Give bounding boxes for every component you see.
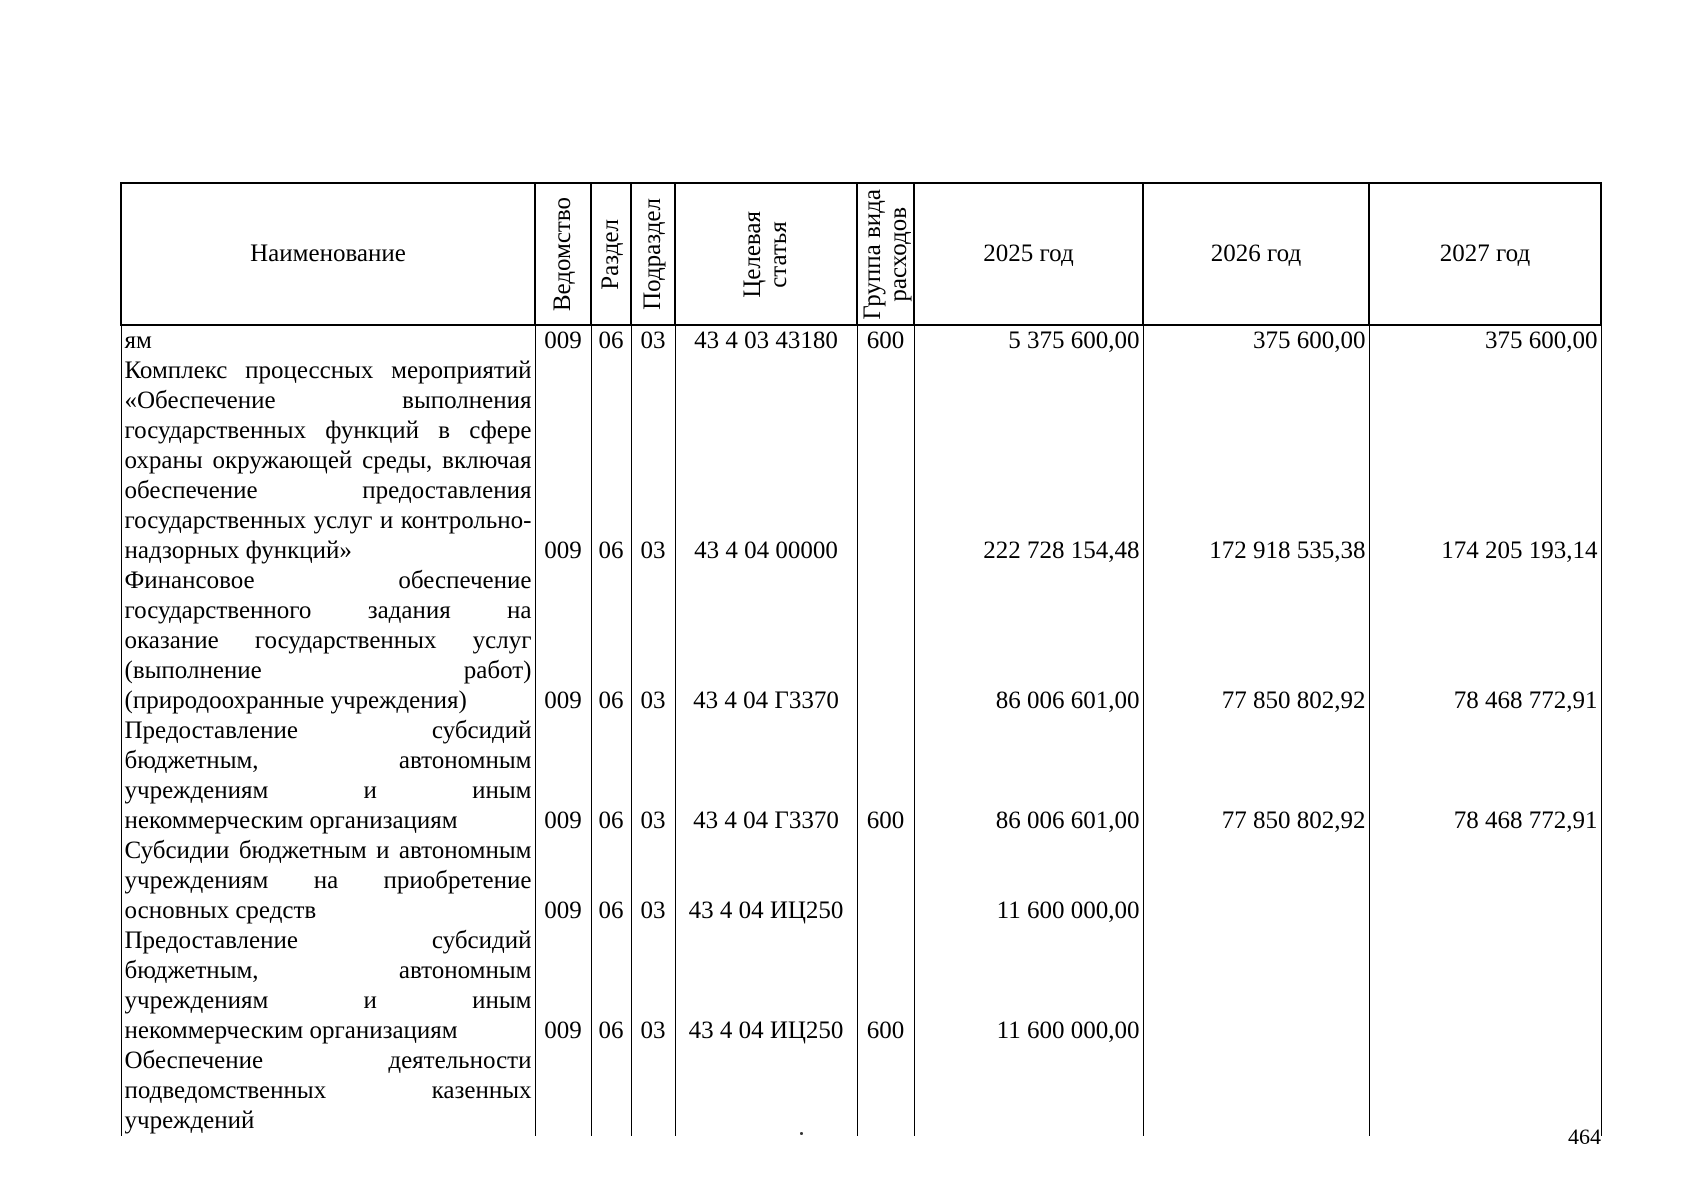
row-razdel: 06 [591,926,631,1046]
table-row [121,1046,1601,1136]
row-gruppa [857,566,914,716]
table-row [121,926,1601,1046]
row-2027: 174 205 193,14 [1369,356,1601,566]
row-2026: 172 918 535,38 [1143,356,1369,566]
row-2026 [1143,1046,1369,1136]
row-razdel [591,1046,631,1136]
row-2026 [1143,836,1369,926]
row-vedomstvo: 009 [535,356,591,566]
row-vedomstvo: 009 [535,926,591,1046]
row-podrazdel: 03 [631,356,675,566]
row-2025: 86 006 601,00 [914,716,1143,836]
table-header-row [121,183,1601,325]
header-celevaya-statya: Целевая статья [675,183,857,325]
row-2027: 375 600,00 [1369,325,1601,356]
row-2025: 86 006 601,00 [914,566,1143,716]
row-2027 [1369,836,1601,926]
header-2026: 2026 год [1143,183,1369,325]
row-name: ям [121,325,535,356]
row-razdel: 06 [591,566,631,716]
row-gruppa [857,356,914,566]
row-celevaya-statya: 43 4 04 ИЦ250 [675,836,857,926]
row-2026: 375 600,00 [1143,325,1369,356]
row-2027 [1369,1046,1601,1136]
row-podrazdel: 03 [631,926,675,1046]
row-celevaya-statya: 43 4 04 Г3370 [675,566,857,716]
row-celevaya-statya [675,1046,857,1136]
table-row [121,716,1601,836]
row-gruppa [857,1046,914,1136]
row-podrazdel: 03 [631,325,675,356]
row-2027 [1369,926,1601,1046]
budget-table [120,182,1602,1136]
row-gruppa [857,836,914,926]
row-vedomstvo: 009 [535,566,591,716]
row-razdel: 06 [591,356,631,566]
header-podrazdel: Подраздел [631,183,675,325]
row-vedomstvo: 009 [535,836,591,926]
row-gruppa: 600 [857,325,914,356]
scan-speck [800,1132,803,1135]
header-2025: 2025 год [914,183,1143,325]
row-podrazdel [631,1046,675,1136]
row-celevaya-statya: 43 4 03 43180 [675,325,857,356]
table-row [121,836,1601,926]
row-2026: 77 850 802,92 [1143,566,1369,716]
header-gruppa-vida-rashodov: Группа вида расходов [857,183,914,325]
row-2025: 11 600 000,00 [914,926,1143,1046]
row-vedomstvo: 009 [535,716,591,836]
row-razdel: 06 [591,836,631,926]
table-row [121,356,1601,566]
page-number: 464 [1568,1124,1601,1149]
header-razdel: Раздел [591,183,631,325]
row-2027: 78 468 772,91 [1369,566,1601,716]
row-2027: 78 468 772,91 [1369,716,1601,836]
row-gruppa: 600 [857,716,914,836]
row-2025: 222 728 154,48 [914,356,1143,566]
row-name: Финансовое обеспечение государственного задания на оказание государственных услуг (выполнение работ) (природоохранные учреждения) [121,566,535,716]
row-podrazdel: 03 [631,836,675,926]
row-name: Субсидии бюджетным и автономным учреждениям на приобретение основных средств [121,836,535,926]
row-vedomstvo: 009 [535,325,591,356]
row-2025 [914,1046,1143,1136]
row-2025: 11 600 000,00 [914,836,1143,926]
row-razdel: 06 [591,716,631,836]
row-name: Обеспечение деятельности подведомственных казенных учреждений [121,1046,535,1136]
header-vedomstvo: Ведомство [535,183,591,325]
row-celevaya-statya: 43 4 04 00000 [675,356,857,566]
row-name: Комплекс процессных мероприятий «Обеспечение выполнения государственных функций в сфере охраны окружающей среды, включая обеспечение предоставления государственных услуг и контрольно-надзорных функций» [121,356,535,566]
row-vedomstvo [535,1046,591,1136]
header-name: Наименование [121,183,535,325]
table-row [121,325,1601,356]
row-razdel: 06 [591,325,631,356]
row-2025: 5 375 600,00 [914,325,1143,356]
row-podrazdel: 03 [631,716,675,836]
row-name: Предоставление субсидий бюджетным, автономным учреждениям и иным некоммерческим организациям [121,716,535,836]
row-celevaya-statya: 43 4 04 ИЦ250 [675,926,857,1046]
row-podrazdel: 03 [631,566,675,716]
row-gruppa: 600 [857,926,914,1046]
row-celevaya-statya: 43 4 04 Г3370 [675,716,857,836]
row-2026 [1143,926,1369,1046]
row-2026: 77 850 802,92 [1143,716,1369,836]
table-row [121,566,1601,716]
row-name: Предоставление субсидий бюджетным, автономным учреждениям и иным некоммерческим организациям [121,926,535,1046]
header-2027: 2027 год [1369,183,1601,325]
